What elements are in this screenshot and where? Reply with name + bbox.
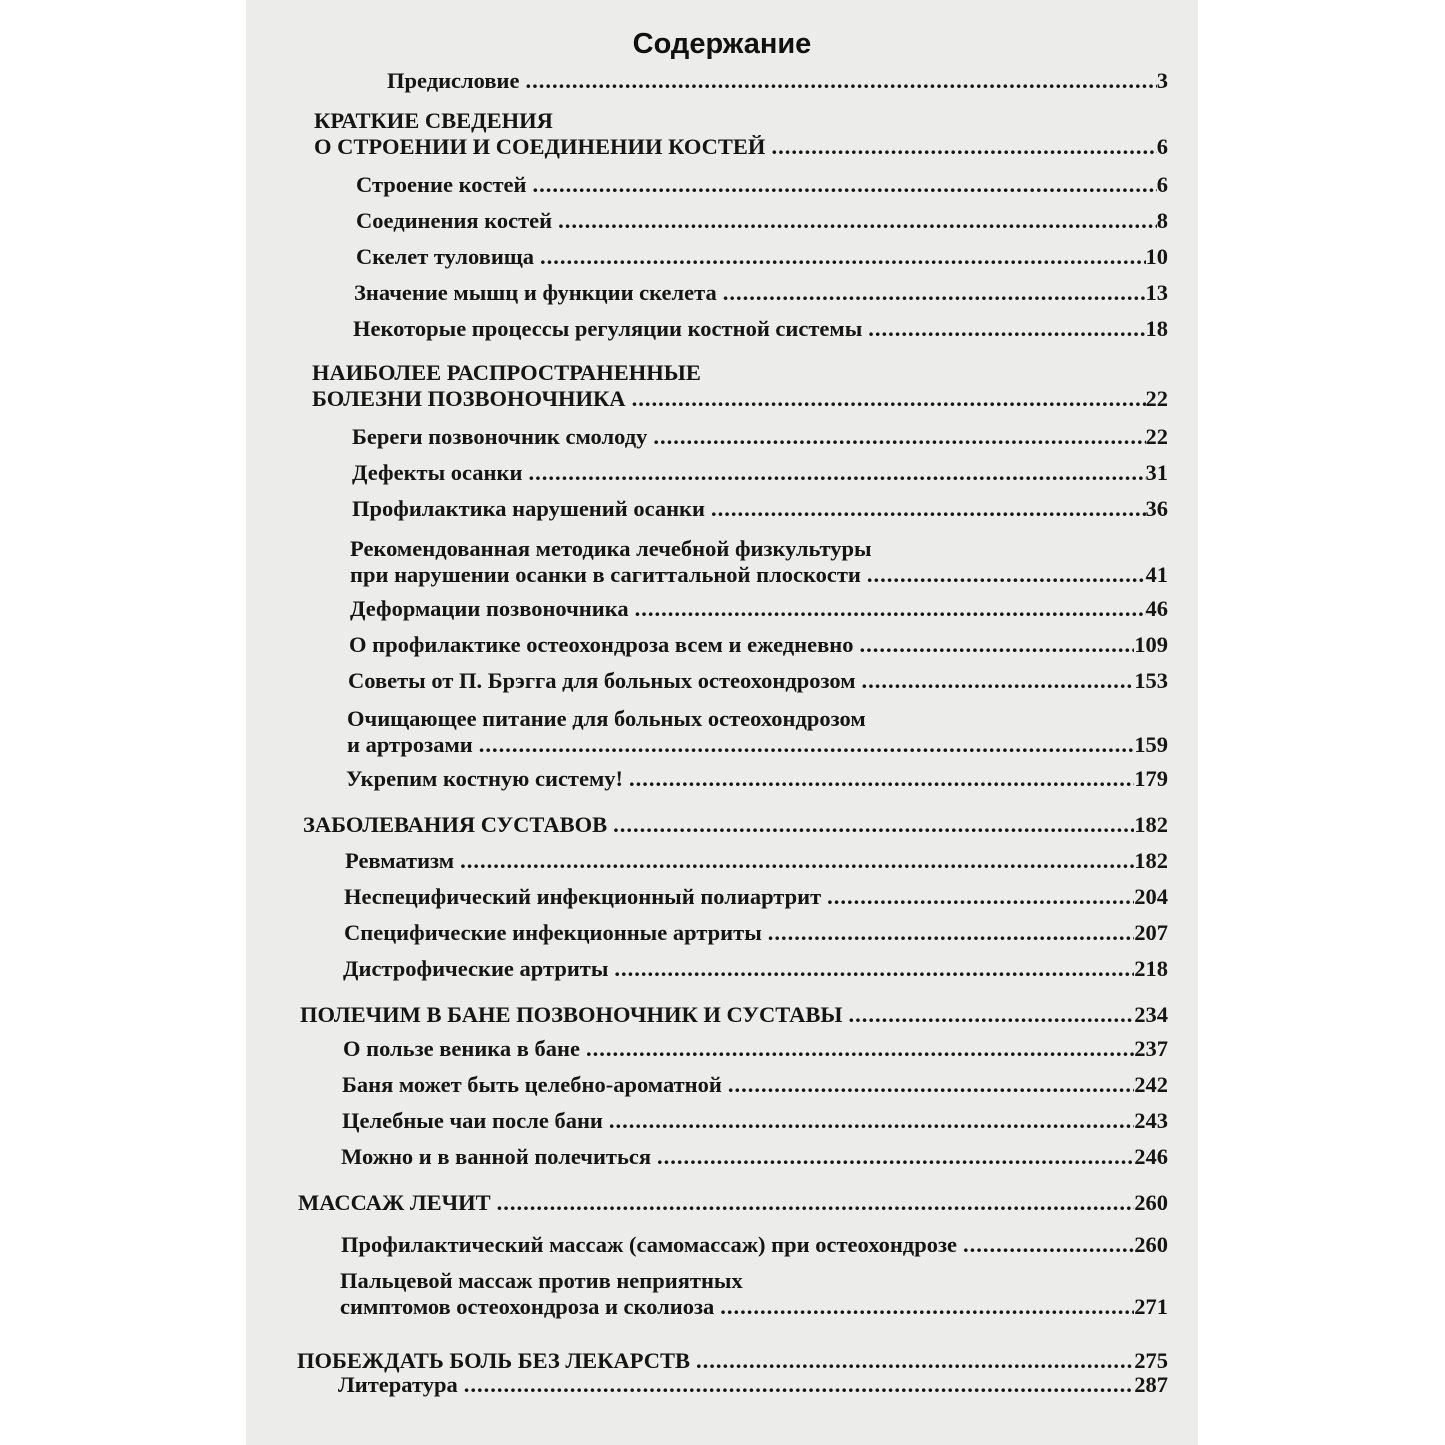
toc-section [300, 1002, 1168, 1028]
page-number: 109 [1134, 632, 1168, 657]
toc-entry-title: ПОЛЕЧИМ В БАНЕ ПОЗВОНОЧНИК И СУСТАВЫ [300, 1002, 843, 1027]
dot-leader [526, 172, 1156, 198]
toc-item [350, 536, 1168, 588]
dot-leader [607, 812, 1134, 838]
dot-leader [861, 562, 1146, 588]
dot-leader [821, 884, 1134, 910]
page-number: 218 [1134, 956, 1168, 981]
page-number: 260 [1134, 1232, 1168, 1257]
toc-item [342, 1108, 1168, 1134]
toc-item [340, 1268, 1168, 1320]
toc-entry-title: Профилактика нарушений осанки [352, 496, 705, 521]
page-number: 13 [1145, 280, 1168, 305]
dot-leader [580, 1036, 1134, 1062]
toc-item [348, 668, 1168, 694]
dot-leader [765, 134, 1156, 160]
toc-item [342, 1072, 1168, 1098]
dot-leader [854, 632, 1135, 658]
toc-section [312, 360, 1168, 412]
toc-entry-title: Неспецифический инфекционный полиартрит [344, 884, 822, 909]
toc-item [341, 1232, 1168, 1258]
toc-item [350, 596, 1168, 622]
toc-item [338, 1372, 1168, 1398]
toc-item [341, 1144, 1168, 1170]
dot-leader [842, 1002, 1134, 1028]
book-page [246, 0, 1198, 1445]
page-number: 179 [1134, 766, 1168, 791]
dot-leader [862, 316, 1145, 342]
dot-leader [608, 956, 1134, 982]
dot-leader [717, 280, 1146, 306]
page-number: 242 [1134, 1072, 1168, 1097]
toc-entry-title: Деформации позвоночника [350, 596, 629, 621]
toc-entry-title: Скелет туловища [356, 244, 535, 269]
page-number: 31 [1145, 460, 1168, 485]
toc-section [297, 1348, 1168, 1374]
toc-section [303, 812, 1168, 838]
toc-entry-title: Советы от П. Брэгга для больных остеохондрозом [348, 668, 856, 693]
toc-entry-title: Строение костей [356, 172, 527, 197]
toc-entry-title: и артрозами [347, 732, 473, 757]
toc-entry-title: Значение мышц и функции скелета [354, 280, 717, 305]
page-number: 182 [1134, 848, 1168, 873]
toc-section [314, 108, 1168, 160]
toc-entry-title: Профилактический массаж (самомассаж) при остеохондрозе [341, 1232, 957, 1257]
toc-item [352, 424, 1168, 450]
toc-entry-title: Можно и в ванной полечиться [341, 1144, 652, 1169]
toc-entry-title-line: Очищающее питание для больных остеохондрозом [347, 706, 866, 731]
toc-item [343, 1036, 1168, 1062]
toc-item [352, 496, 1168, 522]
toc-entry-title: Литература [338, 1372, 458, 1397]
page-number: 204 [1134, 884, 1168, 909]
dot-leader [722, 1072, 1134, 1098]
dot-leader [651, 1144, 1134, 1170]
toc-entry-title: Специфические инфекционные артриты [344, 920, 762, 945]
toc-section [298, 1190, 1168, 1216]
toc-entry-title-line: Рекомендованная методика лечебной физкультуры [350, 536, 872, 561]
page-number: 41 [1145, 562, 1168, 587]
page-number: 182 [1134, 812, 1168, 837]
toc-entry-title: Укрепим костную систему! [346, 766, 624, 791]
dot-leader [762, 920, 1134, 946]
page-number: 8 [1156, 208, 1168, 233]
dot-leader [690, 1348, 1134, 1374]
toc-entry-title: Предисловие [387, 68, 520, 93]
dot-leader [705, 496, 1146, 522]
toc-item [353, 316, 1168, 342]
toc-item [346, 766, 1168, 792]
toc-item [344, 884, 1168, 910]
page-number: 237 [1134, 1036, 1168, 1061]
toc-entry-title-line: НАИБОЛЕЕ РАСПРОСТРАНЕННЫЕ [312, 360, 701, 385]
dot-leader [552, 208, 1157, 234]
toc-entry-title: О пользе веника в бане [343, 1036, 581, 1061]
dot-leader [522, 460, 1145, 486]
page-number: 271 [1134, 1294, 1168, 1319]
toc-entry-title: МАССАЖ ЛЕЧИТ [298, 1190, 491, 1215]
page-number: 234 [1134, 1002, 1168, 1027]
page-number: 36 [1145, 496, 1168, 521]
toc-item [387, 68, 1168, 94]
toc-item [356, 244, 1168, 270]
toc-entry-title: О профилактике остеохондроза всем и ежедневно [349, 632, 854, 657]
toc-item [345, 848, 1168, 874]
toc-entry-title: Дефекты осанки [352, 460, 523, 485]
toc-entry-title: БОЛЕЗНИ ПОЗВОНОЧНИКА [312, 386, 626, 411]
page-number: 46 [1145, 596, 1168, 621]
toc-item [356, 172, 1168, 198]
page-number: 22 [1145, 386, 1168, 411]
page-number: 207 [1134, 920, 1168, 945]
toc-entry-title: ПОБЕЖДАТЬ БОЛЬ БЕЗ ЛЕКАРСТВ [297, 1348, 691, 1373]
toc-entry-title: Соединения костей [356, 208, 553, 233]
dot-leader [856, 668, 1135, 694]
dot-leader [534, 244, 1145, 270]
toc-item [354, 280, 1168, 306]
page-number: 243 [1134, 1108, 1168, 1133]
toc-item [356, 208, 1168, 234]
page-number: 153 [1134, 668, 1168, 693]
toc-entry-title: Некоторые процессы регуляции костной системы [353, 316, 863, 341]
toc-item [343, 956, 1168, 982]
page-number: 275 [1134, 1348, 1168, 1373]
page-title: Содержание [632, 28, 812, 60]
dot-leader [714, 1294, 1134, 1320]
dot-leader [603, 1108, 1134, 1134]
dot-leader [957, 1232, 1134, 1258]
page-number: 246 [1134, 1144, 1168, 1169]
toc-entry-title: ЗАБОЛЕВАНИЯ СУСТАВОВ [303, 812, 608, 837]
toc-entry-title: Баня может быть целебно-ароматной [342, 1072, 722, 1097]
toc-entry-title: О СТРОЕНИИ И СОЕДИНЕНИИ КОСТЕЙ [314, 134, 766, 159]
dot-leader [454, 848, 1134, 874]
toc-item [344, 920, 1168, 946]
page-number: 6 [1156, 172, 1168, 197]
toc-entry-title: Ревматизм [345, 848, 455, 873]
page-number: 22 [1145, 424, 1168, 449]
page-number: 260 [1134, 1190, 1168, 1215]
toc-item [352, 460, 1168, 486]
toc-entry-title: при нарушении осанки в сагиттальной плоскости [350, 562, 861, 587]
dot-leader [458, 1372, 1135, 1398]
dot-leader [647, 424, 1145, 450]
dot-leader [491, 1190, 1135, 1216]
dot-leader [473, 732, 1135, 758]
toc-entry-title: Береги позвоночник смолоду [352, 424, 648, 449]
page-number: 10 [1145, 244, 1168, 269]
toc-item [349, 632, 1168, 658]
toc-entry-title-line: Пальцевой массаж против неприятных [340, 1268, 743, 1293]
toc-entry-title-line: КРАТКИЕ СВЕДЕНИЯ [314, 108, 553, 133]
dot-leader [623, 766, 1134, 792]
toc-entry-title: Дистрофические артриты [343, 956, 609, 981]
dot-leader [519, 68, 1156, 94]
toc-item [347, 706, 1168, 758]
page-number: 287 [1134, 1372, 1168, 1397]
toc-entry-title: симптомов остеохондроза и сколиоза [340, 1294, 715, 1319]
page-number: 18 [1145, 316, 1168, 341]
toc-entry-title: Целебные чаи после бани [342, 1108, 603, 1133]
page-number: 3 [1156, 68, 1168, 93]
page-number: 159 [1134, 732, 1168, 757]
dot-leader [629, 596, 1146, 622]
dot-leader [626, 386, 1146, 412]
page-number: 6 [1156, 134, 1168, 159]
